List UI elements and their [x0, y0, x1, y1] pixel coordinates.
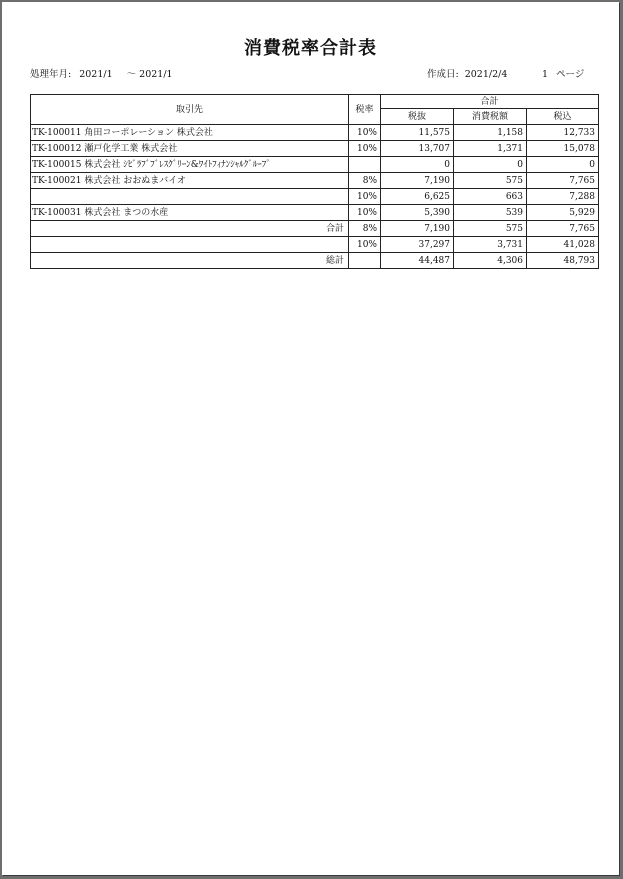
incl-cell: 7,765: [527, 173, 599, 189]
excl-cell: 0: [381, 157, 454, 173]
created-label: 作成日:: [427, 69, 459, 80]
page-label: ページ: [556, 69, 585, 80]
page-indicator: [542, 66, 584, 80]
report-page: [2, 2, 619, 875]
table-row: [31, 125, 599, 141]
period-label: 処理年月:: [30, 69, 72, 80]
excl-cell: 5,390: [381, 205, 454, 221]
incl-cell: 7,288: [527, 189, 599, 205]
tax-rate-summary-table: [30, 94, 599, 269]
created-date-block: [427, 66, 507, 80]
subtotal-row: [31, 221, 599, 237]
period-to: 2021/1: [139, 69, 173, 80]
header-excl: 税抜: [381, 109, 454, 125]
excl-cell: 44,487: [381, 253, 454, 269]
grand-total-label: 総計: [31, 253, 349, 269]
rate-cell: 10%: [349, 205, 381, 221]
rate-cell: 8%: [349, 221, 381, 237]
tax-cell: 4,306: [454, 253, 527, 269]
incl-cell: 5,929: [527, 205, 599, 221]
tax-cell: 663: [454, 189, 527, 205]
header-tax: 消費税額: [454, 109, 527, 125]
incl-cell: 12,733: [527, 125, 599, 141]
subtotal-row: [31, 237, 599, 253]
rate-cell: 10%: [349, 141, 381, 157]
period-from: 2021/1: [79, 69, 113, 80]
header-total-group: 合計: [381, 95, 599, 109]
excl-cell: 13,707: [381, 141, 454, 157]
table-row: [31, 141, 599, 157]
customer-cell: TK-100021 株式会社 おおぬまバイオ: [31, 173, 349, 189]
grand-total-row: [31, 253, 599, 269]
incl-cell: 15,078: [527, 141, 599, 157]
tax-cell: 0: [454, 157, 527, 173]
table-row: [31, 205, 599, 221]
subtotal-label: 合計: [31, 221, 349, 237]
customer-cell: TK-100015 株式会社 ｼﾋﾞﾗﾌﾞﾌﾞﾚｽｸﾞﾘｰﾝ&ﾜｲﾄﾌｨﾅﾝｼｬﾙｸﾞﾙｰﾌﾟ: [31, 157, 349, 173]
period-separator: ～: [126, 69, 137, 80]
excl-cell: 7,190: [381, 221, 454, 237]
tax-cell: 3,731: [454, 237, 527, 253]
customer-cell: TK-100011 角田コーポレーション 株式会社: [31, 125, 349, 141]
customer-cell: [31, 189, 349, 205]
customer-cell: TK-100012 瀬戸化学工業 株式会社: [31, 141, 349, 157]
table-row: [31, 173, 599, 189]
tax-cell: 575: [454, 221, 527, 237]
tax-cell: 539: [454, 205, 527, 221]
subtotal-blank: [31, 237, 349, 253]
incl-cell: 7,765: [527, 221, 599, 237]
excl-cell: 6,625: [381, 189, 454, 205]
incl-cell: 48,793: [527, 253, 599, 269]
rate-cell: 8%: [349, 173, 381, 189]
header-customer: 取引先: [31, 95, 349, 125]
rate-cell: [349, 253, 381, 269]
excl-cell: 7,190: [381, 173, 454, 189]
report-title: 消費税率合計表: [244, 38, 377, 59]
incl-cell: 41,028: [527, 237, 599, 253]
table-row: [31, 189, 599, 205]
processing-period: [30, 66, 173, 80]
rate-cell: 10%: [349, 189, 381, 205]
customer-cell: TK-100031 株式会社 まつの水産: [31, 205, 349, 221]
tax-cell: 1,158: [454, 125, 527, 141]
incl-cell: 0: [527, 157, 599, 173]
excl-cell: 37,297: [381, 237, 454, 253]
header-incl: 税込: [527, 109, 599, 125]
excl-cell: 11,575: [381, 125, 454, 141]
rate-cell: 10%: [349, 125, 381, 141]
rate-cell: [349, 157, 381, 173]
created-date: 2021/2/4: [464, 69, 508, 80]
header-rate: 税率: [349, 95, 381, 125]
tax-cell: 1,371: [454, 141, 527, 157]
page-number: 1: [542, 69, 549, 80]
table-row: [31, 157, 599, 173]
tax-cell: 575: [454, 173, 527, 189]
rate-cell: 10%: [349, 237, 381, 253]
